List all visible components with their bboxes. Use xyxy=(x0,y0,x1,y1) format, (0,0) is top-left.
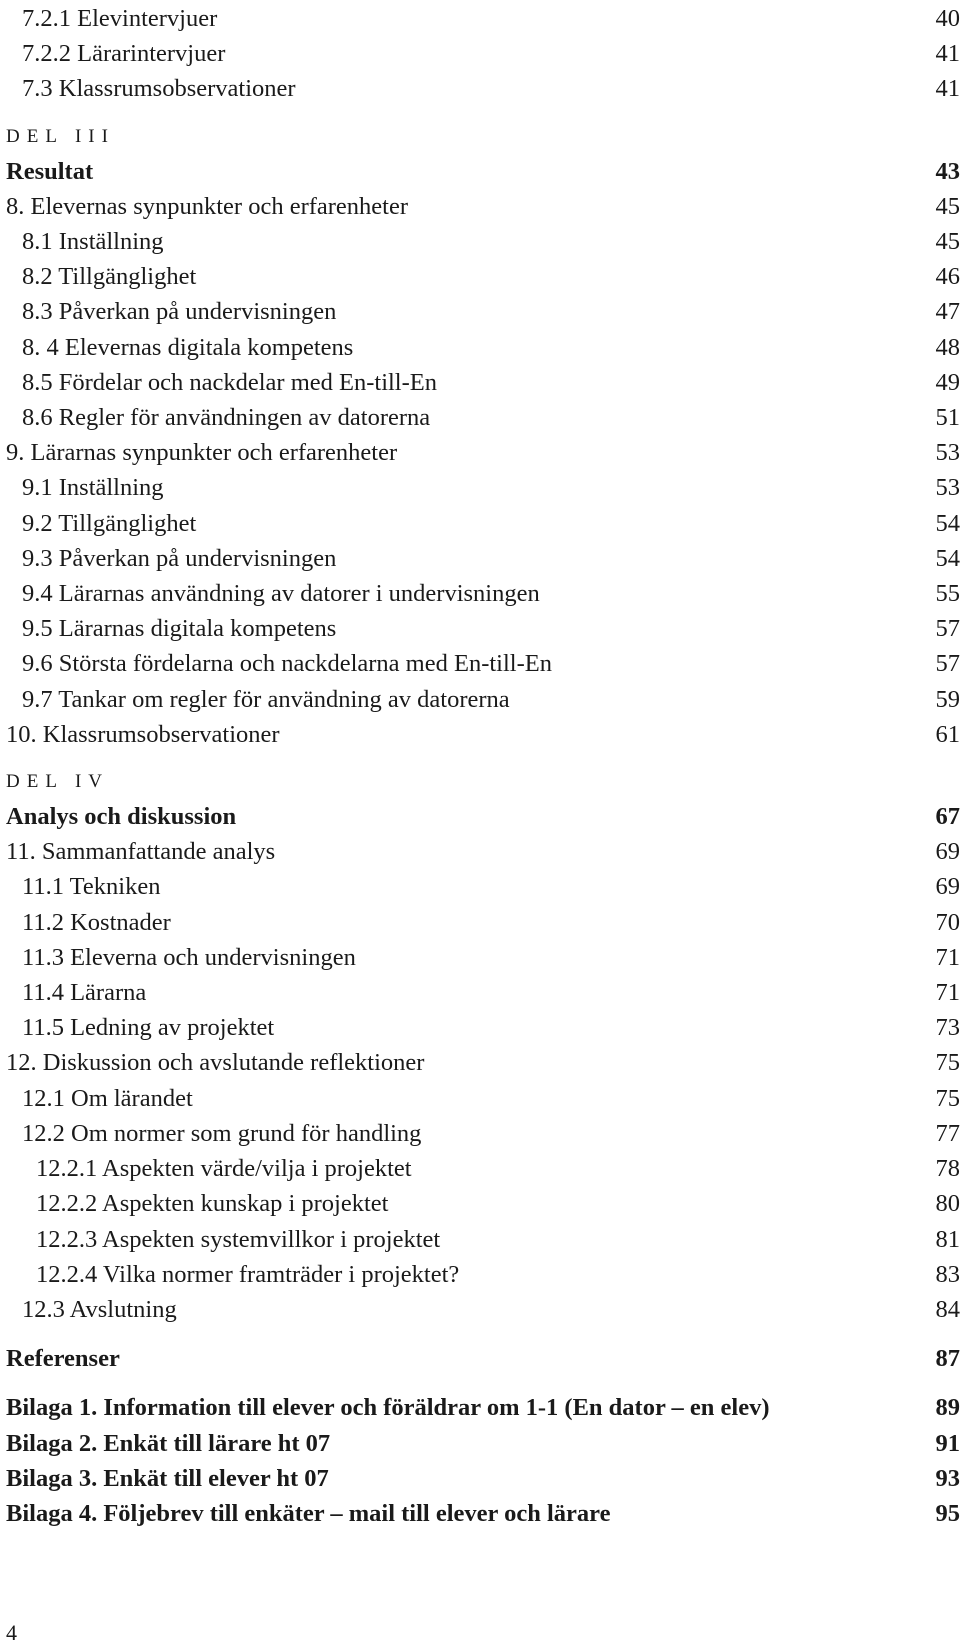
toc-entry-page: 55 xyxy=(935,580,960,608)
toc-entry-page: 49 xyxy=(935,368,960,396)
toc-entry-page: 87 xyxy=(935,1345,960,1373)
toc-entry-title: 9.2 Tillgänglighet xyxy=(22,509,197,537)
toc-entry-page: 53 xyxy=(935,474,960,502)
toc-entry xyxy=(6,869,960,904)
toc-entry-page: 54 xyxy=(935,544,960,572)
part-heading: DEL III xyxy=(6,125,115,147)
toc-entry xyxy=(6,1186,960,1221)
toc-entry xyxy=(6,294,960,329)
toc-entry-title: Bilaga 2. Enkät till lärare ht 07 xyxy=(6,1429,331,1457)
toc-section-heading xyxy=(6,1390,960,1425)
toc-entry-title: 8.2 Tillgänglighet xyxy=(22,263,197,291)
toc-entry xyxy=(6,1010,960,1045)
toc-entry-page: 54 xyxy=(935,509,960,537)
toc-entry-page: 59 xyxy=(935,685,960,713)
toc-section-heading xyxy=(6,1426,960,1461)
toc-entry-page: 84 xyxy=(935,1295,960,1323)
toc-entry-page: 51 xyxy=(935,404,960,432)
toc-entry-title: 11.4 Lärarna xyxy=(22,979,147,1007)
toc-entry-title: Referenser xyxy=(6,1345,120,1373)
toc-entry-title: 12. Diskussion och avslutande reflektioner xyxy=(6,1049,425,1077)
toc-entry xyxy=(6,36,960,71)
toc-entry xyxy=(6,834,960,869)
toc-entry-page: 83 xyxy=(935,1260,960,1288)
toc-entry xyxy=(6,940,960,975)
toc-entry-page: 71 xyxy=(935,979,960,1007)
toc-entry-title: 8.6 Regler för användningen av datorerna xyxy=(22,404,431,432)
toc-entry xyxy=(6,435,960,470)
page-number: 4 xyxy=(6,1620,17,1645)
toc-entry xyxy=(6,717,960,752)
toc-entry-title: 11.3 Eleverna och undervisningen xyxy=(22,943,356,971)
toc-entry-page: 78 xyxy=(935,1155,960,1183)
toc-entry-page: 41 xyxy=(935,75,960,103)
toc-entry-title: 8.3 Påverkan på undervisningen xyxy=(22,298,337,326)
toc-entry-title: 7.2.2 Lärarintervjuer xyxy=(22,40,226,68)
toc-entry-title: Bilaga 3. Enkät till elever ht 07 xyxy=(6,1464,329,1492)
toc-entry-page: 57 xyxy=(935,615,960,643)
toc-entry xyxy=(6,1116,960,1151)
toc-entry xyxy=(6,400,960,435)
toc-entry-title: 11.1 Tekniken xyxy=(22,873,161,901)
toc-entry xyxy=(6,1151,960,1186)
toc-entry-page: 45 xyxy=(935,192,960,220)
toc-entry-page: 71 xyxy=(935,943,960,971)
toc-entry-page: 53 xyxy=(935,439,960,467)
toc-entry-title: 8. Elevernas synpunkter och erfarenheter xyxy=(6,192,409,220)
toc-entry-page: 47 xyxy=(935,298,960,326)
toc-section-heading xyxy=(6,1461,960,1496)
toc-section-heading xyxy=(6,1496,960,1531)
toc-entry xyxy=(6,470,960,505)
toc-entry-title: Bilaga 4. Följebrev till enkäter – mail till elever och lärare xyxy=(6,1499,611,1527)
toc-entry-title: Bilaga 1. Information till elever och föräldrar om 1-1 (En dator – en elev) xyxy=(6,1394,770,1422)
toc-entry-title: 8. 4 Elevernas digitala kompetens xyxy=(22,333,354,361)
toc-entry xyxy=(6,646,960,681)
toc-section-heading xyxy=(6,799,960,834)
toc-entry xyxy=(6,541,960,576)
toc-entry-page: 40 xyxy=(935,5,960,32)
toc-entry xyxy=(6,682,960,717)
toc-entry-title: 11.2 Kostnader xyxy=(22,908,171,936)
toc-entry-page: 91 xyxy=(935,1429,960,1457)
toc-section-heading xyxy=(6,154,960,189)
toc-entry-page: 75 xyxy=(935,1084,960,1112)
toc-entry xyxy=(6,224,960,259)
toc-entry-title: 12.2.2 Aspekten kunskap i projektet xyxy=(36,1190,389,1218)
toc-entry-title: 12.2.1 Aspekten värde/vilja i projektet xyxy=(36,1155,412,1183)
toc-entry-page: 57 xyxy=(935,650,960,678)
toc-entry-page: 89 xyxy=(935,1394,960,1422)
toc-entry-page: 67 xyxy=(935,803,960,831)
toc-entry-title: 12.2.3 Aspekten systemvillkor i projektet xyxy=(36,1225,441,1253)
toc-entry-title: 7.3 Klassrumsobservationer xyxy=(22,75,296,103)
toc-entry-title: Resultat xyxy=(6,157,94,185)
toc-entry-page: 41 xyxy=(935,40,960,68)
toc-entry-title: 7.2.1 Elevintervjuer xyxy=(22,5,218,32)
toc-entry-title: 12.2 Om normer som grund för handling xyxy=(22,1119,422,1147)
toc-entry xyxy=(6,1045,960,1080)
toc-entry-page: 69 xyxy=(935,873,960,901)
toc-entry-page: 61 xyxy=(935,720,960,748)
toc-entry-title: 9.1 Inställning xyxy=(22,474,164,502)
table-of-contents xyxy=(6,1,960,1531)
toc-entry-title: 10. Klassrumsobservationer xyxy=(6,720,280,748)
toc-entry xyxy=(6,71,960,106)
toc-entry-title: 9. Lärarnas synpunkter och erfarenheter xyxy=(6,439,398,467)
toc-entry xyxy=(6,611,960,646)
toc-entry-page: 93 xyxy=(935,1464,960,1492)
toc-entry-title: 12.1 Om lärandet xyxy=(22,1084,193,1112)
toc-entry-title: 9.6 Största fördelarna och nackdelarna med En-till-En xyxy=(22,650,552,678)
toc-entry-page: 75 xyxy=(935,1049,960,1077)
toc-entry xyxy=(6,905,960,940)
toc-entry xyxy=(6,1081,960,1116)
toc-entry-page: 70 xyxy=(935,908,960,936)
toc-entry-page: 73 xyxy=(935,1014,960,1042)
toc-entry-title: 8.5 Fördelar och nackdelar med En-till-En xyxy=(22,368,437,396)
toc-entry-page: 81 xyxy=(935,1225,960,1253)
toc-entry xyxy=(6,330,960,365)
toc-section-heading xyxy=(6,1341,960,1376)
toc-entry xyxy=(6,365,960,400)
toc-entry xyxy=(6,1222,960,1257)
toc-entry-title: 8.1 Inställning xyxy=(22,228,164,256)
toc-entry xyxy=(6,1257,960,1292)
toc-entry xyxy=(6,259,960,294)
toc-entry-title: 9.7 Tankar om regler för användning av datorerna xyxy=(22,685,510,713)
document-page xyxy=(6,0,960,1652)
part-heading: DEL IV xyxy=(6,771,110,793)
toc-entry-title: 12.2.4 Vilka normer framträder i projektet? xyxy=(36,1260,460,1288)
toc-entry-page: 46 xyxy=(935,263,960,291)
toc-entry xyxy=(6,576,960,611)
toc-entry xyxy=(6,189,960,224)
toc-entry-page: 69 xyxy=(935,838,960,866)
toc-entry-title: Analys och diskussion xyxy=(6,803,237,831)
toc-entry-title: 9.3 Påverkan på undervisningen xyxy=(22,544,337,572)
toc-entry-title: 11. Sammanfattande analys xyxy=(6,838,276,866)
toc-entry-page: 45 xyxy=(935,228,960,256)
toc-entry-title: 9.4 Lärarnas användning av datorer i undervisningen xyxy=(22,580,540,608)
toc-entry-page: 95 xyxy=(935,1499,960,1527)
toc-entry xyxy=(6,1292,960,1327)
toc-entry-title: 12.3 Avslutning xyxy=(22,1295,177,1323)
toc-entry-page: 43 xyxy=(935,157,960,185)
toc-entry xyxy=(6,506,960,541)
toc-entry-title: 11.5 Ledning av projektet xyxy=(22,1014,275,1042)
toc-entry xyxy=(6,1,960,36)
toc-entry-page: 48 xyxy=(935,333,960,361)
toc-entry xyxy=(6,975,960,1010)
toc-entry-title: 9.5 Lärarnas digitala kompetens xyxy=(22,615,337,643)
toc-entry-page: 77 xyxy=(935,1119,960,1147)
toc-entry-page: 80 xyxy=(935,1190,960,1218)
